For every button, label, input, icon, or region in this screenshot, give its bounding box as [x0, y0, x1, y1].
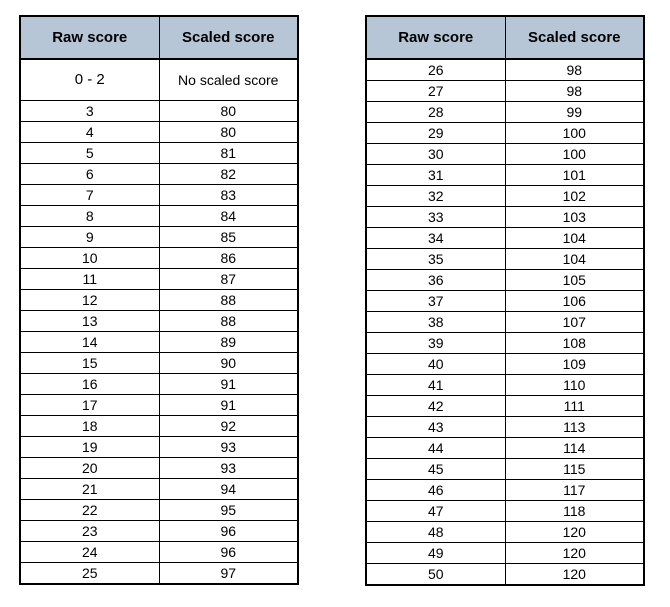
- scaled-score-cell: 107: [505, 312, 644, 333]
- table-row: [20, 122, 298, 143]
- raw-score-cell: 5: [20, 143, 159, 164]
- table-row: [366, 501, 644, 522]
- scaled-score-cell: 81: [159, 143, 298, 164]
- scaled-score-cell: 80: [159, 101, 298, 122]
- table-row: [366, 375, 644, 396]
- raw-score-cell: 8: [20, 206, 159, 227]
- scaled-score-cell: 101: [505, 165, 644, 186]
- raw-score-cell: 4: [20, 122, 159, 143]
- scaled-score-cell: 92: [159, 416, 298, 437]
- table-row: [20, 290, 298, 311]
- raw-score-cell: 49: [366, 543, 505, 564]
- raw-score-header: Raw score: [20, 16, 159, 59]
- scaled-score-cell: 82: [159, 164, 298, 185]
- scaled-score-cell: 97: [159, 563, 298, 585]
- scaled-score-cell: 91: [159, 374, 298, 395]
- table-row: [20, 311, 298, 332]
- raw-score-cell: 11: [20, 269, 159, 290]
- table-row: [20, 374, 298, 395]
- table-row: [366, 312, 644, 333]
- table-row: [20, 269, 298, 290]
- raw-score-cell: 48: [366, 522, 505, 543]
- raw-score-header: Raw score: [366, 16, 505, 59]
- table-row: [366, 396, 644, 417]
- table-row: [366, 249, 644, 270]
- raw-score-cell: 34: [366, 228, 505, 249]
- table-row: [20, 395, 298, 416]
- table-row: [366, 564, 644, 586]
- scaled-score-cell: 94: [159, 479, 298, 500]
- raw-score-cell: 25: [20, 563, 159, 585]
- raw-score-cell: 22: [20, 500, 159, 521]
- raw-score-cell: 0 - 2: [20, 59, 159, 101]
- scaled-score-cell: 98: [505, 81, 644, 102]
- raw-score-cell: 50: [366, 564, 505, 586]
- raw-score-cell: 12: [20, 290, 159, 311]
- table-row: [366, 333, 644, 354]
- scaled-score-header: Scaled score: [505, 16, 644, 59]
- table-row: [366, 144, 644, 165]
- scaled-score-cell: 87: [159, 269, 298, 290]
- scaled-score-cell: 103: [505, 207, 644, 228]
- table-row: [20, 542, 298, 563]
- score-table-right: [365, 15, 645, 586]
- scaled-score-cell: 93: [159, 437, 298, 458]
- scaled-score-cell: 91: [159, 395, 298, 416]
- table-row: [20, 248, 298, 269]
- scaled-score-cell: 95: [159, 500, 298, 521]
- scaled-score-cell: 98: [505, 59, 644, 81]
- scaled-score-cell: 83: [159, 185, 298, 206]
- raw-score-cell: 44: [366, 438, 505, 459]
- table-row: [366, 207, 644, 228]
- scaled-score-cell: 102: [505, 186, 644, 207]
- scaled-score-cell: 120: [505, 522, 644, 543]
- scaled-score-cell: 90: [159, 353, 298, 374]
- scaled-score-cell: 100: [505, 123, 644, 144]
- table-row: [366, 228, 644, 249]
- scaled-score-cell: 96: [159, 521, 298, 542]
- table-row: [20, 59, 298, 101]
- raw-score-cell: 10: [20, 248, 159, 269]
- table-row: [20, 206, 298, 227]
- raw-score-cell: 23: [20, 521, 159, 542]
- table-row: [20, 500, 298, 521]
- raw-score-cell: 13: [20, 311, 159, 332]
- header-row: [366, 16, 644, 59]
- raw-score-cell: 33: [366, 207, 505, 228]
- scaled-score-cell: 93: [159, 458, 298, 479]
- scaled-score-cell: 88: [159, 290, 298, 311]
- raw-score-cell: 20: [20, 458, 159, 479]
- table-row: [20, 143, 298, 164]
- scaled-score-cell: No scaled score: [159, 59, 298, 101]
- table-row: [20, 563, 298, 585]
- table-row: [366, 81, 644, 102]
- score-table-left: [19, 15, 299, 585]
- raw-score-cell: 38: [366, 312, 505, 333]
- table-row: [366, 480, 644, 501]
- table-row: [20, 353, 298, 374]
- raw-score-cell: 3: [20, 101, 159, 122]
- table-row: [366, 270, 644, 291]
- table-row: [20, 101, 298, 122]
- scaled-score-cell: 88: [159, 311, 298, 332]
- raw-score-cell: 41: [366, 375, 505, 396]
- scaled-score-cell: 115: [505, 459, 644, 480]
- raw-score-cell: 7: [20, 185, 159, 206]
- table-row: [366, 123, 644, 144]
- raw-score-cell: 17: [20, 395, 159, 416]
- table-row: [366, 186, 644, 207]
- table-row: [20, 479, 298, 500]
- raw-score-cell: 28: [366, 102, 505, 123]
- header-row: [20, 16, 298, 59]
- table-row: [20, 185, 298, 206]
- raw-score-cell: 35: [366, 249, 505, 270]
- raw-score-cell: 18: [20, 416, 159, 437]
- table-row: [366, 102, 644, 123]
- scaled-score-cell: 104: [505, 249, 644, 270]
- table-row: [20, 164, 298, 185]
- table-row: [366, 291, 644, 312]
- raw-score-cell: 6: [20, 164, 159, 185]
- scaled-score-cell: 104: [505, 228, 644, 249]
- scaled-score-cell: 111: [505, 396, 644, 417]
- raw-score-cell: 24: [20, 542, 159, 563]
- table-row: [20, 416, 298, 437]
- raw-score-cell: 21: [20, 479, 159, 500]
- table-row: [20, 227, 298, 248]
- raw-score-cell: 45: [366, 459, 505, 480]
- scaled-score-cell: 85: [159, 227, 298, 248]
- table-row: [366, 354, 644, 375]
- raw-score-cell: 14: [20, 332, 159, 353]
- table-row: [366, 438, 644, 459]
- scaled-score-cell: 89: [159, 332, 298, 353]
- scaled-score-cell: 120: [505, 564, 644, 586]
- scaled-score-cell: 120: [505, 543, 644, 564]
- scaled-score-cell: 84: [159, 206, 298, 227]
- raw-score-cell: 30: [366, 144, 505, 165]
- raw-score-cell: 46: [366, 480, 505, 501]
- scaled-score-header: Scaled score: [159, 16, 298, 59]
- scaled-score-cell: 99: [505, 102, 644, 123]
- scaled-score-cell: 106: [505, 291, 644, 312]
- raw-score-cell: 39: [366, 333, 505, 354]
- raw-score-cell: 40: [366, 354, 505, 375]
- table-row: [20, 332, 298, 353]
- scaled-score-cell: 86: [159, 248, 298, 269]
- table-row: [20, 437, 298, 458]
- raw-score-cell: 29: [366, 123, 505, 144]
- raw-score-cell: 15: [20, 353, 159, 374]
- scaled-score-cell: 80: [159, 122, 298, 143]
- table-row: [366, 543, 644, 564]
- raw-score-cell: 26: [366, 59, 505, 81]
- table-row: [366, 459, 644, 480]
- raw-score-cell: 37: [366, 291, 505, 312]
- raw-score-cell: 19: [20, 437, 159, 458]
- scaled-score-cell: 108: [505, 333, 644, 354]
- raw-score-cell: 43: [366, 417, 505, 438]
- raw-score-cell: 27: [366, 81, 505, 102]
- scaled-score-cell: 100: [505, 144, 644, 165]
- scaled-score-cell: 110: [505, 375, 644, 396]
- table-row: [366, 522, 644, 543]
- scaled-score-cell: 118: [505, 501, 644, 522]
- scaled-score-cell: 109: [505, 354, 644, 375]
- raw-score-cell: 16: [20, 374, 159, 395]
- raw-score-cell: 47: [366, 501, 505, 522]
- raw-score-cell: 42: [366, 396, 505, 417]
- raw-score-cell: 36: [366, 270, 505, 291]
- scaled-score-cell: 96: [159, 542, 298, 563]
- scaled-score-cell: 113: [505, 417, 644, 438]
- table-row: [20, 521, 298, 542]
- table-row: [20, 458, 298, 479]
- table-row: [366, 417, 644, 438]
- scaled-score-cell: 114: [505, 438, 644, 459]
- raw-score-cell: 9: [20, 227, 159, 248]
- scaled-score-cell: 117: [505, 480, 644, 501]
- table-row: [366, 165, 644, 186]
- raw-score-cell: 31: [366, 165, 505, 186]
- raw-score-cell: 32: [366, 186, 505, 207]
- table-row: [366, 59, 644, 81]
- scaled-score-cell: 105: [505, 270, 644, 291]
